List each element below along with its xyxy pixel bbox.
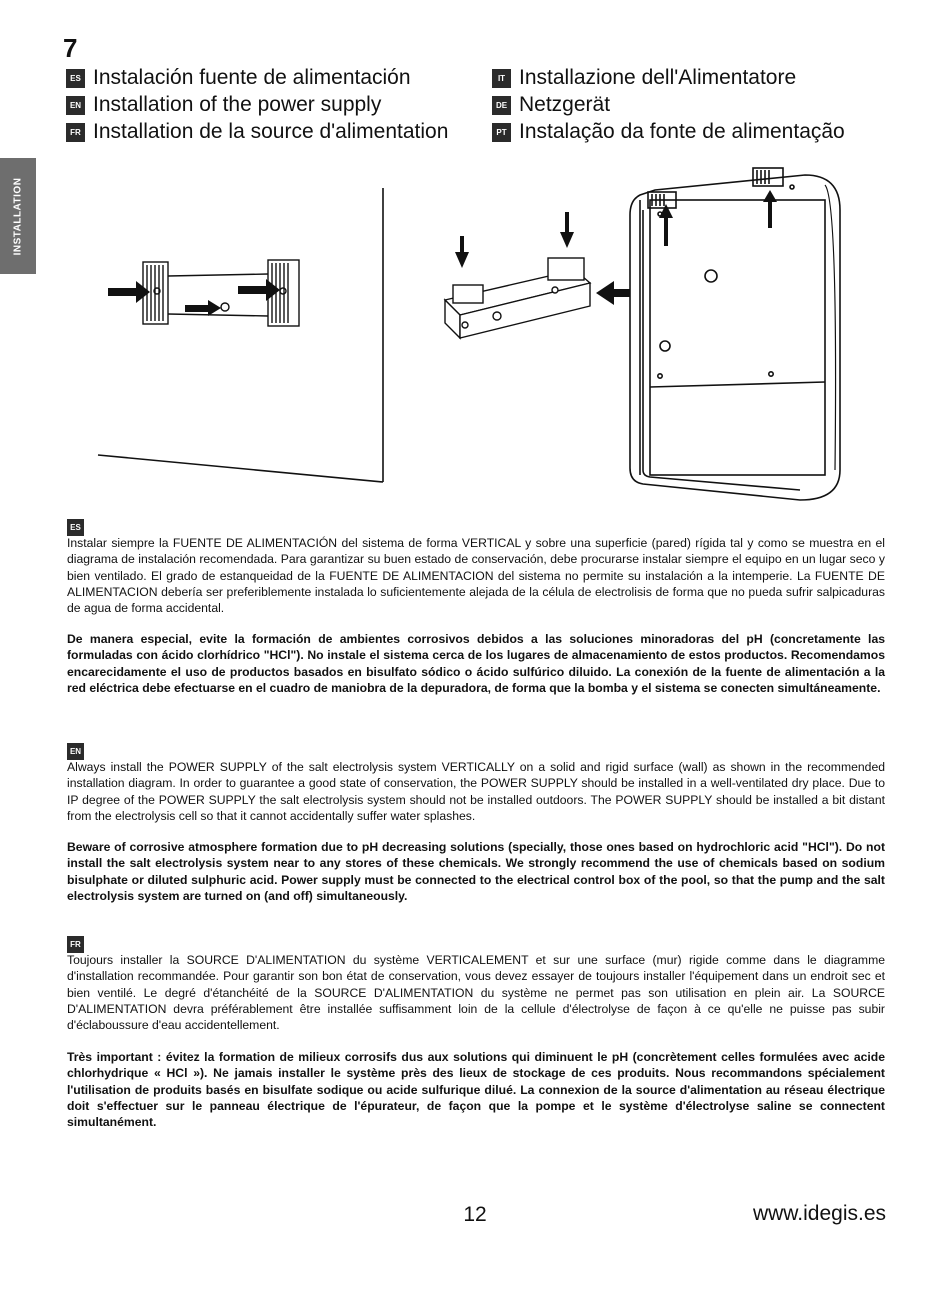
heading-it-text: Installazione dell'Alimentatore: [519, 66, 797, 89]
paragraph-en-2: Beware of corrosive atmosphere formation due to pH decreasing solutions (specially, those ones based on hydrochloric acid "HCl"). Do not install the salt electrolysis system near to any stores of these chemicals. We strongly recommend the use of chemicals based on sodium bisulphate or diluted sulphuric acid. Power supply must be connected to the electrical control box of the pool, so that the pump and the salt electrolysis system are turned on (and off) simultaneously.: [67, 840, 885, 903]
heading-fr-text: Installation de la source d'alimentation: [93, 120, 449, 143]
installation-diagram: [0, 160, 950, 505]
hanging-bracket: [445, 258, 590, 338]
badge-es: ES: [67, 519, 84, 536]
badge-en: EN: [67, 743, 84, 760]
heading-pt-text: Instalação da fonte de alimentação: [519, 120, 845, 143]
heading-de-text: Netzgerät: [519, 93, 611, 116]
badge-fr: FR: [67, 936, 84, 953]
heading-es-text: Instalación fuente de alimentación: [93, 66, 411, 89]
page-number: 12: [463, 1203, 487, 1226]
paragraph-es-1: Instalar siempre la FUENTE DE ALIMENTACIÓN del sistema de forma VERTICAL y sobre una superficie (pared) rígida tal y como se muestra en el diagrama de instalación recomendada. Para garantizar su buen estado de conservación, debe procurarse instalar siempre el equipo en un lugar seco y bien ventilado. El grado de estanqueidad de la FUENTE DE ALIMENTACION del sistema no permite su instalación a la intemperie. La FUENTE DE ALIMENTACION debería ser preferiblemente instalada lo suficientemente alejada de la célula de electrolisis de forma que no pueda sufrir salpicaduras de agua de forma accidental.: [67, 536, 885, 616]
heading-en: [66, 93, 381, 117]
paragraph-fr-1: Toujours installer la SOURCE D'ALIMENTATION du système VERTICALEMENT et sur une surface (mur) rigide comme dans le diagramme d'installation recommandée. Pour garantir son bon état de conservation, vous devez essayer de toujours installer l'équipement dans un endroit sec et bien ventilé. Le degré d'étanchéité de la SOURCE D'ALIMENTATION du système ne permet pas son utilisation en plein air. La SOURCE D'ALIMENTATION devra préférablement être installée suffisamment loin de la cellule d'électrolyse de façon à ce qu'elle ne puisse pas subir d'éclaboussure d'eau accidentellement.: [67, 953, 885, 1033]
heading-de: [492, 93, 610, 117]
heading-en-text: Installation of the power supply: [93, 93, 382, 116]
flag-fr-icon: FR: [66, 123, 85, 142]
side-tab-label: INSTALLATION: [12, 177, 24, 255]
paragraph-en-1: Always install the POWER SUPPLY of the salt electrolysis system VERTICALLY on a solid and rigid surface (wall) as shown in the recommended installation diagram. In order to guarantee a good state of conservation, the POWER SUPPLY should be installed in a well-ventilated dry place. Due to IP degree of the POWER SUPPLY the salt electrolysis system should not be installed outdoors. The POWER SUPPLY should be installed a bit distant from the electrolysis cell so that it cannot accidentally suffer water splashes.: [67, 760, 885, 823]
website-link[interactable]: www.idegis.es: [752, 1202, 886, 1225]
floor-edge-line: [98, 455, 383, 482]
flag-it-icon: IT: [492, 69, 511, 88]
heading-pt: [492, 120, 845, 144]
heading-fr: [66, 120, 448, 144]
flag-pt-icon: PT: [492, 123, 511, 142]
flag-de-icon: DE: [492, 96, 511, 115]
flag-es-icon: ES: [66, 69, 85, 88]
flag-en-icon: EN: [66, 96, 85, 115]
heading-it: [492, 66, 796, 90]
paragraph-fr-2: Très important : évitez la formation de milieux corrosifs dus aux solutions qui diminuent le pH (concrètement celles formulées avec acide chlorhydrique « HCl »). Ne jamais installer le système près des lieux de stockage de ces produits. Nous recommandons spécialement l'utilisation de produits basés en bisulfate sodique ou acide sulfurique dilué. La connexion de la source d'alimentation au réseau électrique doit s'effectuer sur le panneau électrique de l'épurateur, de façon que la pompe et le système d'électrolyse saline se connectent simultanément.: [67, 1050, 885, 1130]
section-number: 7: [63, 33, 78, 63]
paragraph-es-2: De manera especial, evite la formación de ambientes corrosivos debidos a las soluciones minoradoras del pH (concretamente las formuladas con ácido clorhídrico "HCl"). No instale el sistema cerca de los lugares de almacenamiento de estos productos. Recomendamos encarecidamente el uso de productos basados en bisulfato sódico o ácido sulfúrico diluido. La conexión de la fuente de alimentación a la red eléctrica debe efectuarse en el cuadro de maniobra de la depuradora, de forma que la bomba y el sistema se conecten simultáneamente.: [67, 632, 885, 695]
arrow-icon: [108, 279, 280, 316]
heading-es: [66, 66, 411, 90]
